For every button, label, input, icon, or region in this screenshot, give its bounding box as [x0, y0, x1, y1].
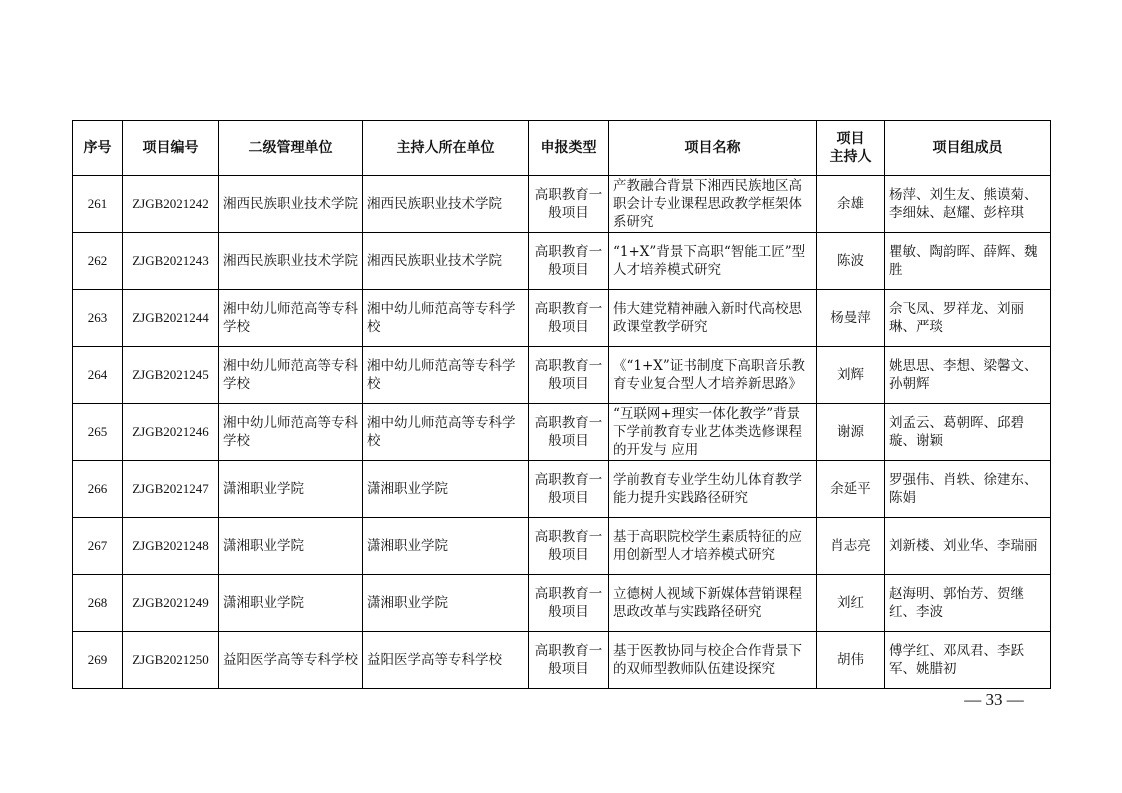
header-members: 项目组成员: [885, 121, 1051, 176]
cell-seq: 267: [73, 518, 123, 575]
header-apply-type: 申报类型: [529, 121, 609, 176]
cell-host: 谢源: [817, 404, 885, 461]
cell-project-name: “互联网+理实一体化教学”背景下学前教育专业艺体类选修课程的开发与 应用: [609, 404, 817, 461]
header-host-line1: 项目: [836, 131, 865, 147]
cell-apply-type: 高职教育一般项目: [529, 233, 609, 290]
cell-project-code: ZJGB2021250: [123, 632, 219, 689]
table-row: [73, 233, 1051, 290]
cell-mgmt-unit: 湘西民族职业技术学院: [219, 176, 363, 233]
cell-project-code: ZJGB2021248: [123, 518, 219, 575]
cell-host-unit: 湘中幼儿师范高等专科学校: [363, 290, 529, 347]
cell-host-unit: 湘西民族职业技术学院: [363, 233, 529, 290]
cell-project-code: ZJGB2021246: [123, 404, 219, 461]
cell-project-name: 基于高职院校学生素质特征的应用创新型人才培养模式研究: [609, 518, 817, 575]
cell-mgmt-unit: 益阳医学高等专科学校: [219, 632, 363, 689]
cell-seq: 263: [73, 290, 123, 347]
table-row: [73, 404, 1051, 461]
cell-mgmt-unit: 湘西民族职业技术学院: [219, 233, 363, 290]
cell-project-name: 伟大建党精神融入新时代高校思政课堂教学研究: [609, 290, 817, 347]
cell-apply-type: 高职教育一般项目: [529, 176, 609, 233]
cell-apply-type: 高职教育一般项目: [529, 632, 609, 689]
header-host: [817, 121, 885, 176]
page-number: — 33 —: [964, 690, 1024, 709]
cell-mgmt-unit: 湘中幼儿师范高等专科学校: [219, 347, 363, 404]
table-header-row: [73, 121, 1051, 176]
cell-project-code: ZJGB2021249: [123, 575, 219, 632]
table-row: [73, 632, 1051, 689]
table-row: [73, 176, 1051, 233]
cell-mgmt-unit: 湘中幼儿师范高等专科学校: [219, 290, 363, 347]
project-table: [72, 120, 1051, 689]
cell-host: 余雄: [817, 176, 885, 233]
cell-apply-type: 高职教育一般项目: [529, 575, 609, 632]
cell-host: 余延平: [817, 461, 885, 518]
cell-apply-type: 高职教育一般项目: [529, 404, 609, 461]
cell-apply-type: 高职教育一般项目: [529, 461, 609, 518]
cell-seq: 265: [73, 404, 123, 461]
header-host-unit: 主持人所在单位: [363, 121, 529, 176]
cell-seq: 268: [73, 575, 123, 632]
cell-host-unit: 潇湘职业学院: [363, 575, 529, 632]
cell-host-unit: 潇湘职业学院: [363, 461, 529, 518]
cell-members: 佘飞凤、罗祥龙、刘丽琳、严琰: [885, 290, 1051, 347]
cell-project-name: 立德树人视域下新媒体营销课程思政改革与实践路径研究: [609, 575, 817, 632]
cell-apply-type: 高职教育一般项目: [529, 347, 609, 404]
cell-seq: 266: [73, 461, 123, 518]
cell-members: 姚思思、李想、梁馨文、孙朝辉: [885, 347, 1051, 404]
cell-members: 罗强伟、肖轶、徐建东、陈娟: [885, 461, 1051, 518]
cell-seq: 261: [73, 176, 123, 233]
cell-project-code: ZJGB2021244: [123, 290, 219, 347]
cell-host: 肖志亮: [817, 518, 885, 575]
cell-seq: 262: [73, 233, 123, 290]
cell-project-name: 基于医教协同与校企合作背景下的双师型教师队伍建设探究: [609, 632, 817, 689]
header-project-name: 项目名称: [609, 121, 817, 176]
cell-project-code: ZJGB2021245: [123, 347, 219, 404]
header-code: 项目编号: [123, 121, 219, 176]
cell-host: 刘辉: [817, 347, 885, 404]
table-row: [73, 575, 1051, 632]
cell-seq: 269: [73, 632, 123, 689]
cell-apply-type: 高职教育一般项目: [529, 518, 609, 575]
cell-mgmt-unit: 潇湘职业学院: [219, 518, 363, 575]
table-body: [73, 176, 1051, 689]
cell-project-code: ZJGB2021242: [123, 176, 219, 233]
header-host-line2: 主持人: [829, 149, 872, 165]
cell-members: 杨萍、刘生友、熊谟菊、李细妹、赵耀、彭梓琪: [885, 176, 1051, 233]
header-mgmt-unit: 二级管理单位: [219, 121, 363, 176]
table-row: [73, 518, 1051, 575]
cell-members: 傅学红、邓凤君、李跃军、姚腊初: [885, 632, 1051, 689]
cell-host: 胡伟: [817, 632, 885, 689]
cell-project-name: 产教融合背景下湘西民族地区高职会计专业课程思政教学框架体系研究: [609, 176, 817, 233]
cell-members: 刘新楼、刘业华、李瑞丽: [885, 518, 1051, 575]
cell-mgmt-unit: 潇湘职业学院: [219, 575, 363, 632]
cell-mgmt-unit: 潇湘职业学院: [219, 461, 363, 518]
cell-project-code: ZJGB2021243: [123, 233, 219, 290]
cell-host-unit: 湘中幼儿师范高等专科学校: [363, 404, 529, 461]
header-seq: 序号: [73, 121, 123, 176]
table-row: [73, 461, 1051, 518]
cell-host-unit: 潇湘职业学院: [363, 518, 529, 575]
cell-project-name: “1+X”背景下高职“智能工匠”型人才培养模式研究: [609, 233, 817, 290]
table-row: [73, 290, 1051, 347]
cell-members: 刘孟云、葛朝晖、邱碧璇、谢颖: [885, 404, 1051, 461]
cell-mgmt-unit: 湘中幼儿师范高等专科学校: [219, 404, 363, 461]
cell-host-unit: 湘西民族职业技术学院: [363, 176, 529, 233]
cell-apply-type: 高职教育一般项目: [529, 290, 609, 347]
cell-project-name: 《“1+X”证书制度下高职音乐教育专业复合型人才培养新思路》: [609, 347, 817, 404]
cell-host-unit: 湘中幼儿师范高等专科学校: [363, 347, 529, 404]
cell-members: 瞿敏、陶韵晖、薛辉、魏胜: [885, 233, 1051, 290]
cell-seq: 264: [73, 347, 123, 404]
table-row: [73, 347, 1051, 404]
cell-host-unit: 益阳医学高等专科学校: [363, 632, 529, 689]
cell-host: 刘红: [817, 575, 885, 632]
cell-host: 陈波: [817, 233, 885, 290]
cell-project-name: 学前教育专业学生幼儿体育教学能力提升实践路径研究: [609, 461, 817, 518]
cell-host: 杨曼萍: [817, 290, 885, 347]
cell-members: 赵海明、郭怡芳、贺继红、李波: [885, 575, 1051, 632]
cell-project-code: ZJGB2021247: [123, 461, 219, 518]
